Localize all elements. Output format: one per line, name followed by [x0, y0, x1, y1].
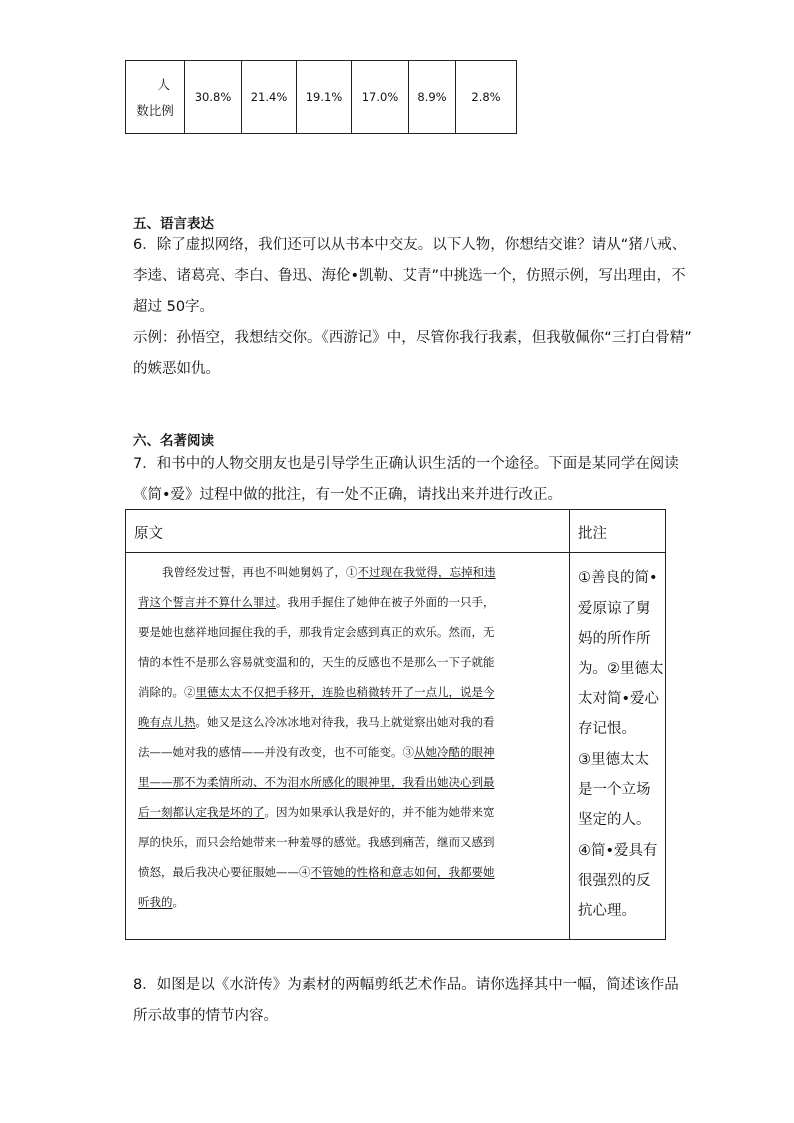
note-line: 存记恨。	[578, 721, 636, 737]
note-line: ③里德太太	[578, 752, 649, 768]
original-text-line	[138, 714, 495, 730]
underlined-passage: 背这个誓言并不算什么罪过	[138, 595, 276, 609]
underlined-passage: 从她冷酷的眼神	[414, 745, 495, 759]
text-segment: 要是她也慈祥地回握住我的手，那我肯定会感到真正的欢乐。然而，无	[138, 625, 495, 639]
annotation-table	[125, 509, 666, 940]
underlined-passage: 不管她的性格和意志如何，我都要她	[310, 865, 495, 879]
text-segment: 。	[172, 895, 184, 909]
underlined-passage: 听我的	[138, 895, 173, 909]
original-text-line	[138, 864, 495, 880]
stat-cell: 21.4%	[242, 61, 297, 134]
original-text-line	[138, 624, 495, 640]
note-line: 妈的所作所	[578, 631, 651, 647]
q6-line: 6．除了虚拟网络，我们还可以从书本中交友。以下人物，你想结交谁？请从“猪八戒、	[133, 237, 687, 253]
note-line: 为。②里德太	[578, 661, 664, 677]
original-text-line	[138, 684, 495, 700]
q7-line: 7．和书中的人物交朋友也是引导学生正确认识生活的一个途径。下面是某同学在阅读	[133, 456, 679, 472]
q8-line: 8．如图是以《水浒传》为素材的两幅剪纸艺术作品。请你选择其中一幅，简述该作品	[133, 977, 679, 993]
col-header-notes: 批注	[570, 510, 666, 553]
original-text-line	[138, 894, 184, 910]
q6-line: 李逵、诸葛亮、李白、鲁迅、海伦•凯勒、艾青”中挑选一个，仿照示例，写出理由，不	[133, 268, 686, 284]
col-header-original: 原文	[126, 510, 570, 553]
text-segment: 。她又是这么冷冰冰地对待我，我马上就觉察出她对我的看	[195, 715, 495, 729]
text-segment: 厚的快乐，而只会给她带来一种羞辱的感觉。我感到痛苦，继而又感到	[138, 835, 495, 849]
text-segment: 消除的。②	[138, 685, 196, 699]
original-text-line	[138, 744, 495, 760]
original-text-line	[138, 594, 495, 610]
q6-example-line: 的嫉恶如仇。	[133, 361, 220, 377]
underlined-passage: 里——那不为柔情所动、不为泪水所感化的眼神里，我看出她决心到最	[138, 775, 495, 789]
text-segment: 。因为如果承认我是好的，并不能为她带来宽	[264, 805, 495, 819]
section5-heading: 五、语言表达	[133, 216, 214, 232]
q6-example-line: 示例：孙悟空，我想结交你。《西游记》中，尽管你我行我素，但我敬佩你“三打白骨精”	[133, 330, 692, 346]
stat-row-label	[126, 61, 185, 134]
underlined-passage: 后一刻都认定我是坏的了	[138, 805, 265, 819]
note-line: 抗心理。	[578, 903, 636, 919]
notes-cell	[570, 553, 666, 940]
original-text-cell	[126, 553, 570, 940]
original-text-line	[138, 654, 495, 670]
stat-cell: 8.9%	[409, 61, 456, 134]
note-line: 爱原谅了舅	[578, 601, 651, 617]
stat-cell: 19.1%	[297, 61, 352, 134]
q7-line: 《简•爱》过程中做的批注，有一处不正确，请找出来并进行改正。	[133, 487, 563, 503]
note-line: ①善良的简•	[578, 570, 658, 586]
note-line: ④简•爱具有	[578, 843, 658, 859]
text-segment: 情的本性不是那么容易就变温和的，天生的反感也不是那么一下子就能	[138, 655, 495, 669]
original-text-line	[162, 564, 496, 580]
stat-row-label-b: 数比例	[136, 103, 174, 118]
original-text-line	[138, 774, 495, 790]
q8-line: 所示故事的情节内容。	[133, 1008, 278, 1024]
stat-cell: 30.8%	[185, 61, 242, 134]
section6-heading: 六、名著阅读	[133, 433, 214, 449]
note-line: 坚定的人。	[578, 812, 651, 828]
original-text-line	[138, 804, 495, 820]
q6-line: 超过 50字。	[133, 299, 215, 315]
underlined-passage: 晚有点儿热	[138, 715, 196, 729]
note-line: 是一个立场	[578, 782, 651, 798]
text-segment: 。我用手握住了她伸在被子外面的一只手，	[276, 595, 495, 609]
original-text-line	[138, 834, 495, 850]
underlined-passage: 不过现在我觉得，忘掉和违	[357, 565, 496, 579]
note-line: 太对简•爱心	[578, 691, 660, 707]
text-segment: 我曾经发过誓，再也不叫她舅妈了，①	[162, 565, 358, 579]
underlined-passage: 里德太太不仅把手移开，连脸也稍微转开了一点儿，说是今	[195, 685, 495, 699]
stat-row	[126, 61, 517, 134]
text-segment: 法——她对我的感情——并没有改变，也不可能变。③	[138, 745, 414, 759]
stat-row-label-a: 人	[157, 77, 170, 92]
text-segment: 愤怒，最后我决心要征服她——④	[138, 865, 311, 879]
stat-table	[125, 60, 517, 134]
note-line: 很强烈的反	[578, 873, 651, 889]
stat-cell: 2.8%	[456, 61, 517, 134]
stat-cell: 17.0%	[352, 61, 409, 134]
